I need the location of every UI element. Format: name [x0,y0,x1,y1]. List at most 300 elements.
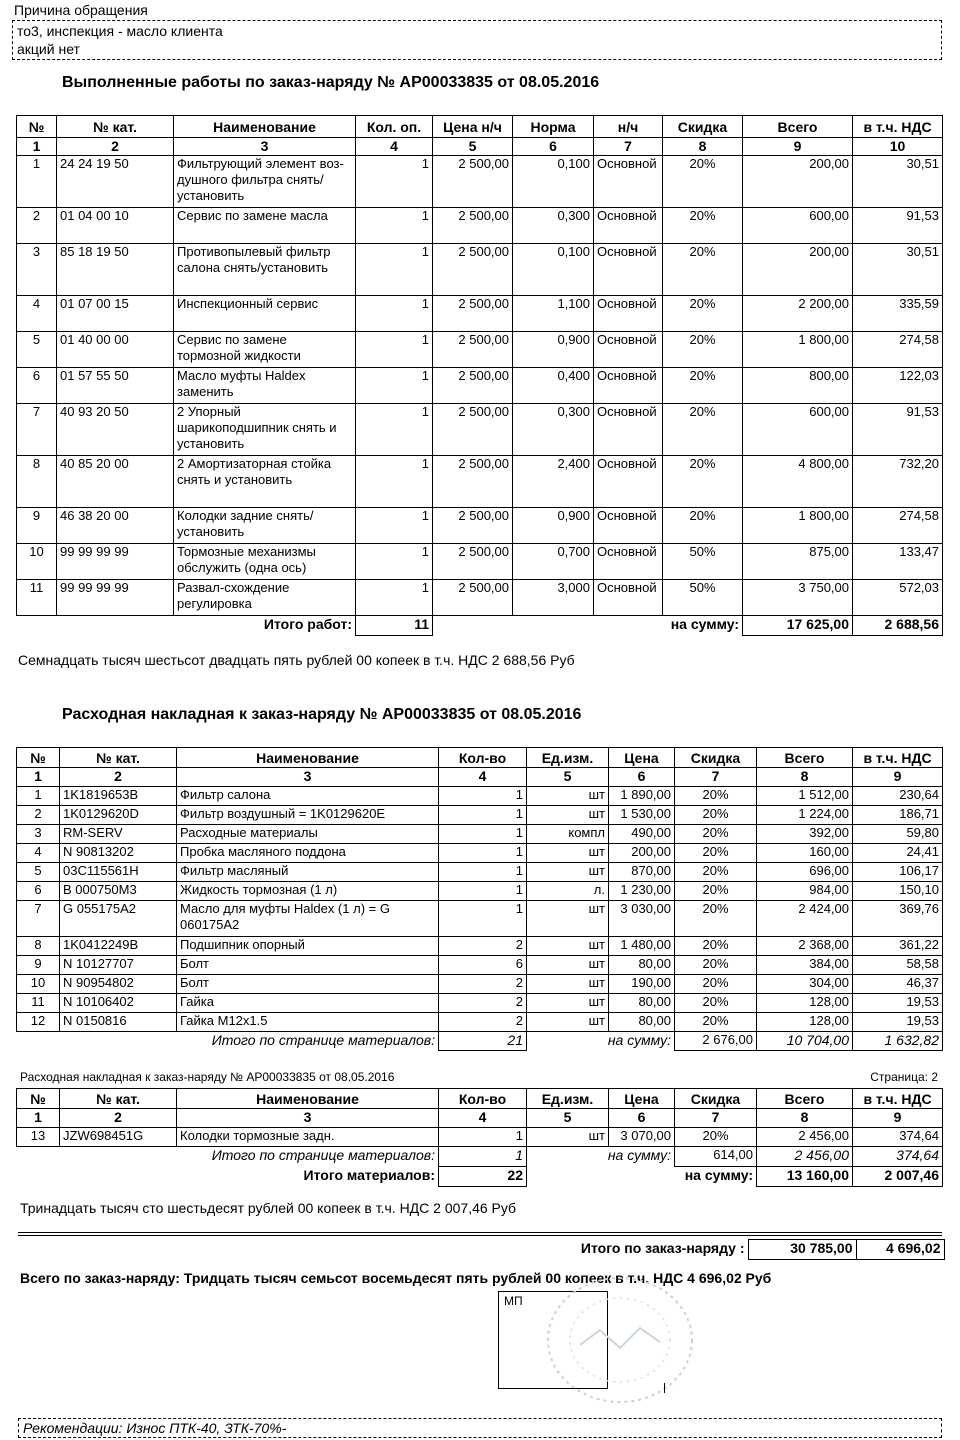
materials-row [17,994,943,1013]
catalog-number: N 10127707 [60,956,177,975]
column-number: 9 [853,1109,943,1128]
unit: л. [527,882,609,901]
works-totals-count: 11 [356,616,433,636]
materials-row [17,806,943,825]
materials-page2-totals-total: 2 456,00 [757,1147,853,1167]
discount: 20% [663,456,743,508]
hour-price: 2 500,00 [433,156,513,208]
unit: компл [527,825,609,844]
column-number: 2 [60,768,177,787]
header-cell: № [17,116,57,138]
materials-grand-label: Итого материалов: [303,1166,435,1183]
materials-page2-totals-sum-label: на сумму: [607,1147,671,1163]
column-number: 4 [356,138,433,156]
discount: 20% [675,882,757,901]
operation-qty: 1 [356,156,433,208]
works-row [17,156,943,208]
catalog-number: 01 57 55 50 [57,368,174,404]
row-vat: 30,51 [853,156,943,208]
hour-price: 2 500,00 [433,456,513,508]
catalog-number: N 0150816 [60,1013,177,1032]
column-number: 9 [853,768,943,787]
catalog-number: 1K0412249B [60,937,177,956]
material-name: Расходные материалы [177,825,439,844]
discount: 20% [663,244,743,296]
hour-type: Основной [594,244,663,296]
mark [664,1383,665,1393]
norm-hours: 0,700 [513,544,594,580]
column-number: 3 [174,138,356,156]
hour-type: Основной [594,332,663,368]
materials-grand-sum-label: на сумму: [684,1167,753,1183]
discount: 20% [675,806,757,825]
column-number: 1 [17,768,60,787]
materials-page1-totals-qty: 21 [439,1032,527,1051]
price: 3 070,00 [609,1128,675,1147]
row-number: 1 [17,156,57,208]
column-number: 6 [513,138,594,156]
catalog-number: 03C115561H [60,863,177,882]
row-number: 3 [17,244,57,296]
row-vat: 732,20 [853,456,943,508]
work-name: Сервис по замене масла [174,208,356,244]
header-cell: № кат. [60,1089,177,1109]
work-name: Противопылевый фильтр салона снять/установить [174,244,356,296]
row-total: 392,00 [757,825,853,844]
price: 200,00 [609,844,675,863]
materials-row [17,975,943,994]
row-number: 7 [17,901,60,937]
works-row [17,544,943,580]
works-totals-total: 17 625,00 [743,616,853,636]
norm-hours: 0,100 [513,156,594,208]
faded-stamp-seal [540,1270,700,1410]
header-cell: № кат. [57,116,174,138]
discount: 20% [675,937,757,956]
hour-price: 2 500,00 [433,368,513,404]
row-number: 8 [17,937,60,956]
price: 1 890,00 [609,787,675,806]
works-row [17,332,943,368]
materials-row [17,787,943,806]
works-totals-vat: 2 688,56 [853,616,943,636]
header-cell: Норма [513,116,594,138]
row-number: 11 [17,994,60,1013]
column-number: 7 [675,768,757,787]
row-number: 5 [17,332,57,368]
norm-hours: 0,400 [513,368,594,404]
price: 1 480,00 [609,937,675,956]
material-name: Гайка M12x1.5 [177,1013,439,1032]
row-vat: 274,58 [853,332,943,368]
quantity: 2 [439,975,527,994]
discount: 20% [663,296,743,332]
column-number: 6 [609,1109,675,1128]
row-total: 200,00 [743,244,853,296]
works-totals-sum-label: на сумму: [670,616,739,632]
column-number: 7 [594,138,663,156]
work-name: Тормозные механизмы обслужить (одна ось) [174,544,356,580]
discount: 20% [675,975,757,994]
operation-qty: 1 [356,508,433,544]
header-cell: в т.ч. НДС [853,116,943,138]
stamp-label: МП [504,1294,523,1308]
materials-page2-header: Расходная накладная к заказ-наряду № АР00033835 от 08.05.2016 [20,1070,395,1084]
row-vat: 186,71 [853,806,943,825]
materials-row [17,956,943,975]
row-total: 4 800,00 [743,456,853,508]
row-vat: 133,47 [853,544,943,580]
row-total: 128,00 [757,994,853,1013]
hour-type: Основной [594,368,663,404]
column-number: 8 [757,768,853,787]
catalog-number: 01 40 00 00 [57,332,174,368]
discount: 20% [675,901,757,937]
column-number: 4 [439,1109,527,1128]
row-number: 7 [17,404,57,456]
row-total: 200,00 [743,156,853,208]
header-cell: № [17,748,60,768]
catalog-number: RM-SERV [60,825,177,844]
operation-qty: 1 [356,368,433,404]
row-number: 10 [17,975,60,994]
catalog-number: 01 04 00 10 [57,208,174,244]
norm-hours: 0,900 [513,508,594,544]
unit: шт [527,901,609,937]
discount: 50% [663,580,743,616]
order-total-vat: 4 696,02 [856,1240,944,1260]
header-cell: в т.ч. НДС [853,1089,943,1109]
row-total: 600,00 [743,208,853,244]
header-cell: Кол-во [439,1089,527,1109]
operation-qty: 1 [356,332,433,368]
catalog-number: 99 99 99 99 [57,544,174,580]
norm-hours: 0,300 [513,208,594,244]
row-vat: 106,17 [853,863,943,882]
materials-row [17,1013,943,1032]
price: 870,00 [609,863,675,882]
row-number: 11 [17,580,57,616]
row-total: 384,00 [757,956,853,975]
materials-row [17,1128,943,1147]
header-cell: Наименование [177,1089,439,1109]
work-name: 2 Упорный шарикоподшипник снять и установить [174,404,356,456]
works-totals-row [17,616,943,636]
materials-page2-totals-qty: 1 [439,1147,527,1167]
row-vat: 274,58 [853,508,943,544]
works-row [17,580,943,616]
materials-page2-table [16,1088,943,1187]
row-vat: 19,53 [853,1013,943,1032]
quantity: 1 [439,863,527,882]
header-cell: Цена н/ч [433,116,513,138]
row-number: 6 [17,368,57,404]
hour-type: Основной [594,404,663,456]
row-total: 304,00 [757,975,853,994]
materials-in-words: Тринадцать тысяч сто шестьдесят рублей 00 копеек в т.ч. НДС 2 007,46 Руб [20,1200,517,1216]
unit: шт [527,863,609,882]
catalog-number: B 000750M3 [60,882,177,901]
discount: 20% [663,368,743,404]
price: 80,00 [609,956,675,975]
column-number: 5 [527,1109,609,1128]
price: 80,00 [609,1013,675,1032]
hour-price: 2 500,00 [433,508,513,544]
works-totals-label: Итого работ: [263,616,352,632]
row-number: 2 [17,806,60,825]
operation-qty: 1 [356,296,433,332]
materials-page1-totals-row [17,1032,943,1051]
hour-price: 2 500,00 [433,544,513,580]
header-cell: № кат. [60,748,177,768]
materials-page-label: Страница: 2 [870,1070,938,1084]
catalog-number: 1K0129620D [60,806,177,825]
materials-grand-totals-row [17,1167,943,1187]
price: 1 530,00 [609,806,675,825]
operation-qty: 1 [356,404,433,456]
materials-page2-totals-row [17,1147,943,1167]
materials-grand-total: 13 160,00 [757,1167,853,1187]
quantity: 1 [439,844,527,863]
discount: 20% [675,1128,757,1147]
quantity: 2 [439,937,527,956]
works-in-words: Семнадцать тысяч шестьсот двадцать пять рублей 00 копеек в т.ч. НДС 2 688,56 Руб [18,652,575,668]
column-number: 2 [60,1109,177,1128]
material-name: Болт [177,975,439,994]
quantity: 1 [439,806,527,825]
catalog-number: N 10106402 [60,994,177,1013]
order-total-table [540,1239,945,1260]
catalog-number: N 90954802 [60,975,177,994]
price: 3 030,00 [609,901,675,937]
header-cell: Наименование [177,748,439,768]
discount: 20% [675,1013,757,1032]
row-number: 3 [17,825,60,844]
works-row [17,244,943,296]
column-number: 1 [17,138,57,156]
work-name: Сервис по замене тормозной жидкости [174,332,356,368]
materials-grand-vat: 2 007,46 [853,1167,943,1187]
discount: 50% [663,544,743,580]
quantity: 1 [439,787,527,806]
row-total: 1 224,00 [757,806,853,825]
discount: 20% [675,844,757,863]
operation-qty: 1 [356,544,433,580]
row-number: 9 [17,956,60,975]
row-vat: 335,59 [853,296,943,332]
material-name: Пробка масляного поддона [177,844,439,863]
header-cell: № [17,1089,60,1109]
material-name: Фильтр масляный [177,863,439,882]
works-row [17,208,943,244]
catalog-number: 40 93 20 50 [57,404,174,456]
materials-page1-totals-sum-label: на сумму: [607,1032,671,1048]
row-number: 4 [17,296,57,332]
header-cell: Кол-во [439,748,527,768]
hour-type: Основной [594,208,663,244]
work-name: Развал-схождение регулировка [174,580,356,616]
header-cell: Всего [757,1089,853,1109]
unit: шт [527,806,609,825]
row-total: 984,00 [757,882,853,901]
materials-page2-totals-vat: 374,64 [853,1147,943,1167]
row-total: 1 800,00 [743,508,853,544]
hour-price: 2 500,00 [433,244,513,296]
unit: шт [527,975,609,994]
hour-price: 2 500,00 [433,208,513,244]
price: 190,00 [609,975,675,994]
quantity: 2 [439,994,527,1013]
divider [18,1232,942,1233]
hour-price: 2 500,00 [433,404,513,456]
material-name: Болт [177,956,439,975]
operation-qty: 1 [356,456,433,508]
row-vat: 91,53 [853,404,943,456]
works-table [16,115,943,636]
row-vat: 30,51 [853,244,943,296]
material-name: Жидкость тормозная (1 л) [177,882,439,901]
column-number: 10 [853,138,943,156]
discount: 20% [675,787,757,806]
discount: 20% [675,863,757,882]
row-vat: 122,03 [853,368,943,404]
material-name: Фильтр салона [177,787,439,806]
materials-row [17,901,943,937]
materials-row [17,863,943,882]
header-cell: Цена [609,1089,675,1109]
row-vat: 150,10 [853,882,943,901]
material-name: Масло для муфты Haldex (1 л) = G 060175A2 [177,901,439,937]
unit: шт [527,1128,609,1147]
row-number: 13 [17,1128,60,1147]
header-cell: Ед.изм. [527,1089,609,1109]
header-cell: н/ч [594,116,663,138]
row-vat: 24,41 [853,844,943,863]
work-name: Колодки задние снять/установить [174,508,356,544]
unit: шт [527,937,609,956]
row-total: 875,00 [743,544,853,580]
discount: 20% [663,332,743,368]
catalog-number: 99 99 99 99 [57,580,174,616]
row-vat: 369,76 [853,901,943,937]
materials-title: Расходная накладная к заказ-наряду № АР00033835 от 08.05.2016 [62,706,582,723]
reason-line: то3, инспекция - масло клиента [17,23,223,39]
discount: 20% [663,208,743,244]
column-number: 9 [743,138,853,156]
material-name: Гайка [177,994,439,1013]
row-total: 800,00 [743,368,853,404]
works-row [17,456,943,508]
unit: шт [527,787,609,806]
materials-page2-totals-label: Итого по странице материалов: [211,1147,435,1163]
row-total: 1 800,00 [743,332,853,368]
row-vat: 46,37 [853,975,943,994]
discount: 20% [663,404,743,456]
order-total-in-words: Всего по заказ-наряду: Тридцать тысяч семьсот восемьдесят пять рублей 00 копеек в т.ч. НДС 4 696,02 Руб [20,1270,772,1286]
materials-page1-totals-disc: 2 676,00 [675,1032,757,1051]
materials-page1-totals-vat: 1 632,82 [853,1032,943,1051]
row-vat: 58,58 [853,956,943,975]
materials-page1-totals-label: Итого по странице материалов: [211,1032,435,1048]
column-number: 2 [57,138,174,156]
row-vat: 59,80 [853,825,943,844]
hour-type: Основной [594,544,663,580]
materials-grand-qty: 22 [439,1167,527,1187]
material-name: Подшипник опорный [177,937,439,956]
price: 1 230,00 [609,882,675,901]
row-vat: 230,64 [853,787,943,806]
works-title: Выполненные работы по заказ-наряду № АР00033835 от 08.05.2016 [62,74,600,91]
row-vat: 572,03 [853,580,943,616]
header-cell: Кол. оп. [356,116,433,138]
column-number: 3 [177,1109,439,1128]
works-row [17,508,943,544]
hour-type: Основной [594,156,663,208]
hour-type: Основной [594,508,663,544]
catalog-number: N 90813202 [60,844,177,863]
operation-qty: 1 [356,580,433,616]
row-number: 5 [17,863,60,882]
quantity: 1 [439,901,527,937]
row-number: 6 [17,882,60,901]
works-row [17,404,943,456]
recommendations: Рекомендации: Износ ПТК-40, ЗТК-70%- [18,1418,942,1438]
hour-price: 2 500,00 [433,332,513,368]
materials-page1-totals-total: 10 704,00 [757,1032,853,1051]
discount: 20% [675,994,757,1013]
catalog-number: 46 38 20 00 [57,508,174,544]
catalog-number: JZW698451G [60,1128,177,1147]
work-name: 2 Амортизаторная стойка снять и установить [174,456,356,508]
operation-qty: 1 [356,208,433,244]
row-total: 2 456,00 [757,1128,853,1147]
quantity: 6 [439,956,527,975]
hour-price: 2 500,00 [433,296,513,332]
column-number: 5 [527,768,609,787]
price: 490,00 [609,825,675,844]
header-cell: в т.ч. НДС [853,748,943,768]
row-total: 600,00 [743,404,853,456]
discount: 20% [663,156,743,208]
header-cell: Всего [743,116,853,138]
reason-box [12,20,942,60]
row-total: 3 750,00 [743,580,853,616]
row-number: 10 [17,544,57,580]
row-number: 1 [17,787,60,806]
hour-type: Основной [594,580,663,616]
row-number: 12 [17,1013,60,1032]
reason-line: акций нет [17,41,80,57]
reason-label: Причина обращения [14,2,148,18]
discount: 20% [663,508,743,544]
norm-hours: 1,100 [513,296,594,332]
order-total-label: Итого по заказ-наряду : [580,1239,745,1256]
quantity: 1 [439,882,527,901]
column-number: 8 [757,1109,853,1128]
divider [18,1235,942,1236]
column-number: 7 [675,1109,757,1128]
column-number: 5 [433,138,513,156]
unit: шт [527,994,609,1013]
row-vat: 19,53 [853,994,943,1013]
row-total: 2 368,00 [757,937,853,956]
header-cell: Скидка [675,748,757,768]
norm-hours: 3,000 [513,580,594,616]
catalog-number: 1K1819653B [60,787,177,806]
row-total: 160,00 [757,844,853,863]
norm-hours: 2,400 [513,456,594,508]
discount: 20% [675,956,757,975]
